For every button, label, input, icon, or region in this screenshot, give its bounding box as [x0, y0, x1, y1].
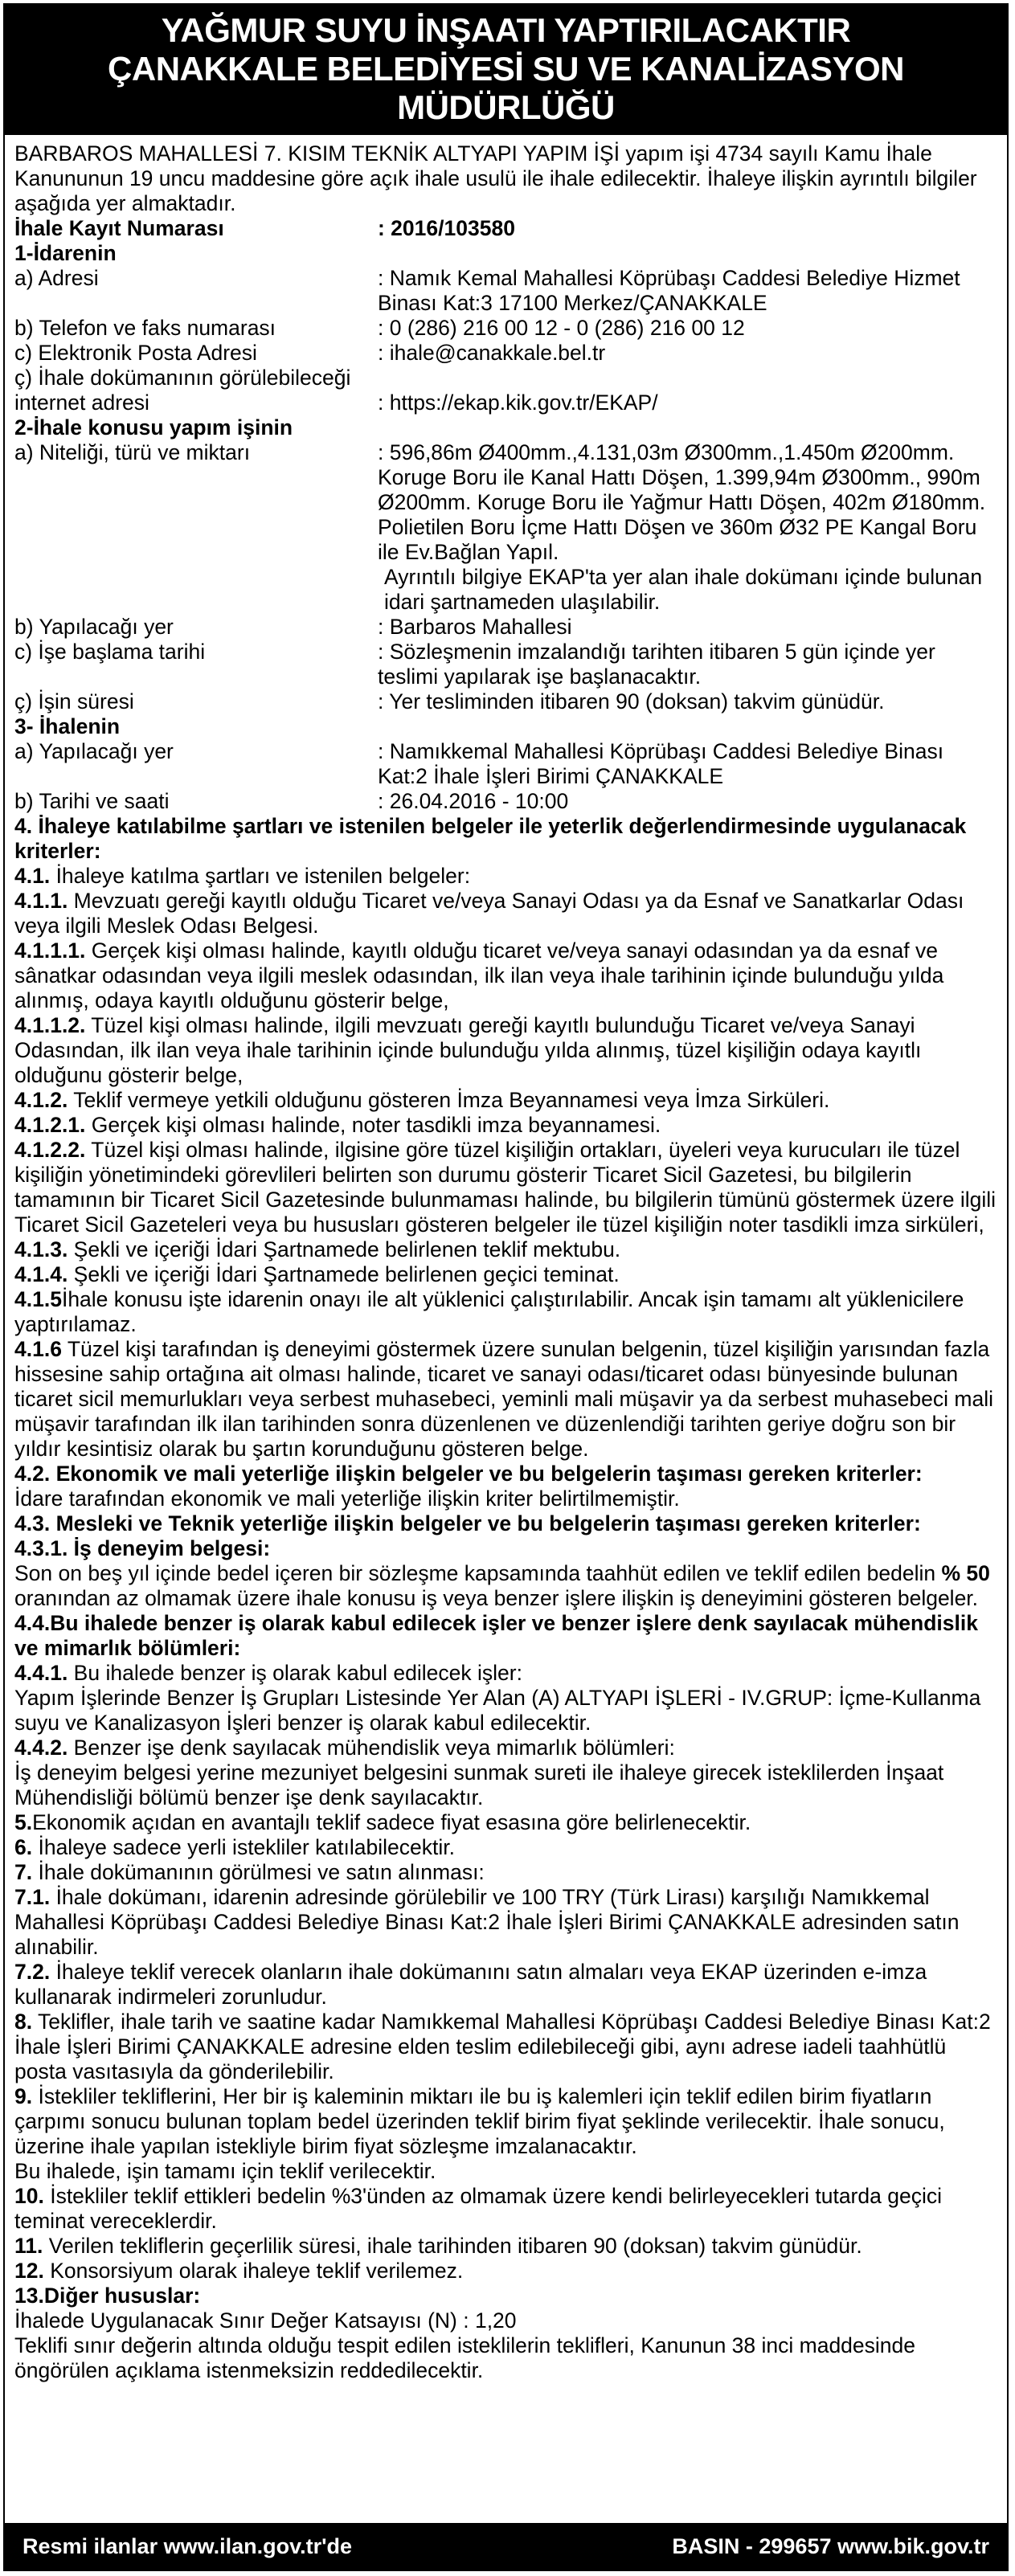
baslama-value: : Sözleşmenin imzalandığı tarihten itibaren 5 gün içinde yer teslimi yapılarak işe başlanacaktır. [378, 640, 935, 689]
announcement-body [5, 135, 1007, 2383]
para-4-1-2-1: 4.1.2.1. Gerçek kişi olması halinde, noter tasdikli imza beyannamesi. [14, 1113, 661, 1137]
footer-ilan-link: Resmi ilanlar www.ilan.gov.tr'de [23, 2533, 353, 2558]
idare-dokuman-row [14, 366, 997, 415]
para-4-4-1-text: Yapım İşlerinde Benzer İş Grupları Listesinde Yer Alan (A) ALTYAPI İŞLERİ - IV.GRUP: İçme-Kullanma suyu ve Kanalizasyon İşleri benzer iş olarak kabul edilecektir. [14, 1686, 981, 1735]
sure-label: ç) İşin süresi [14, 689, 134, 714]
nitelik-value [378, 440, 997, 615]
konu-yer-row [14, 615, 997, 640]
nitelik-text: : 596,86m Ø400mm.,4.131,03m Ø300mm.,1.450m Ø200mm. Koruge Boru ile Kanal Hattı Döşen, 1.399,94m Ø300mm., 990m Ø200mm. Koruge Boru ile Yağmur Hattı Döşen, 402m Ø180mm. Polietilen Boru İçme Hattı Döşen ve 360m Ø32 PE Kangal Boru ile Ev.Bağlan Yapıl. [378, 440, 986, 564]
para-4-1-1-2: 4.1.1.2. Tüzel kişi olması halinde, ilgili mevzuatı gereği kayıtlı bulunduğu Ticaret ve/veya Sanayi Odasından, ilk ilan veya ihale tarihinin içinde bulunduğu yılda alınmış, tüzel kişiliğin odaya kayıtlı olduğunu gösterir belge, [14, 1013, 922, 1087]
ihale-tarih-value: : 26.04.2016 - 10:00 [378, 789, 569, 813]
sure-value: : Yer tesliminden itibaren 90 (doksan) takvim günüdür. [378, 689, 885, 714]
idare-heading: 1-İdarenin [14, 241, 117, 265]
para-13-a: İhalede Uygulanacak Sınır Değer Katsayısı (N) : 1,20 [14, 2308, 517, 2333]
konu-nitelik-row [14, 440, 997, 615]
para-4-3-1: Son on beş yıl içinde bedel içeren bir sözleşme kapsamında taahhüt edilen ve teklif edilen bedelin % 50 oranından az olmamak üzere ihale konusu iş veya benzer işlere ilişkin iş deneyimini gösteren belgeler. [14, 1561, 990, 1610]
para-7-1: 7.1. İhale dokümanı, idarenin adresinde görülebilir ve 100 TRY (Türk Lirası) karşılığı Namıkkemal Mahallesi Köprübaşı Caddesi Belediye Binası Kat:2 İhale İşleri Birimi ÇANAKKALE adresinden satın alınabilir. [14, 1885, 960, 1959]
para-4-1-6: 4.1.6 Tüzel kişi tarafından iş deneyimi göstermek üzere sunulan belgenin, tüzel kişiliğin yarısından fazla hissesine sahip ortağına ait olması halinde, ticaret ve sanayi odası/ticaret odası bünyesinde bulunan ticaret sicil memurlukları veya serbest muhasebeci, yeminli mali müşavir ya da serbest muhasebeci mali müşavir tarafından ilk ilan tarihinden sonra düzenlenen ve düzenlendiği tarihten geriye doğru son bir yıldır kesintisiz olarak bu şartın korunduğunu gösteren belge. [14, 1337, 993, 1461]
para-4-1-1: 4.1.1. Mevzuatı gereği kayıtlı olduğu Ticaret ve/veya Sanayi Odası ya da Esnaf ve Sanatkarlar Odası veya ilgili Meslek Odası Belgesi. [14, 889, 964, 938]
para-4-1: 4.1. İhaleye katılma şartları ve istenilen belgeler: [14, 864, 471, 888]
ihale-yer-row [14, 739, 997, 789]
kayit-row [14, 216, 997, 241]
konu-sure-row [14, 689, 997, 714]
ihale-yer-label: a) Yapılacağı yer [14, 739, 174, 763]
idare-tel-row [14, 316, 997, 341]
section-4-heading: 4. İhaleye katılabilme şartları ve istenilen belgeler ile yeterlik değerlendirmesinde uygulanacak kriterler: [14, 814, 967, 863]
ihale-yer-value: : Namıkkemal Mahallesi Köprübaşı Caddesi Belediye Binası Kat:2 İhale İşleri Birimi ÇANAKKALE [378, 739, 944, 788]
para-4-3-heading: 4.3. Mesleki ve Teknik yeterliğe ilişkin belgeler ve bu belgelerin taşıması gereken kriterler: [14, 1511, 921, 1535]
para-4-2: İdare tarafından ekonomik ve mali yeterliğe ilişkin kriter belirtilmemiştir. [14, 1486, 680, 1511]
para-9-b: Bu ihalede, işin tamamı için teklif verilecektir. [14, 2159, 436, 2183]
ihale-tarih-row [14, 789, 997, 814]
eposta-label: c) Elektronik Posta Adresi [14, 341, 257, 365]
baslama-label: c) İşe başlama tarihi [14, 640, 206, 664]
kayit-value: : 2016/103580 [378, 216, 515, 240]
adres-label: a) Adresi [14, 266, 99, 290]
dokuman-url: : https://ekap.kik.gov.tr/EKAP/ [378, 390, 658, 415]
para-4-1-2-2: 4.1.2.2. Tüzel kişi olması halinde, ilgisine göre tüzel kişiliğin ortakları, üyeleri veya kurucuları ile tüzel kişiliğin yönetimindeki görevlileri belirten son durumu gösterir Ticaret Sicil Gazetesi, bu bilgilerin tamamının bir Ticaret Sicil Gazetesinde bulunmaması halinde, bu bilgilerin tümünü göstermek üzere ilgili Ticaret Sicil Gazeteleri veya bu hususları gösteren belgeler ile tüzel kişiliğin noter tasdikli imza sirküleri, [14, 1138, 997, 1237]
para-6: 6. İhaleye sadece yerli istekliler katılabilecektir. [14, 1835, 455, 1859]
para-7-2: 7.2. İhaleye teklif verecek olanların ihale dokümanını satın almaları veya EKAP üzerinden e-imza kullanarak indirmeleri zorunludur. [14, 1960, 927, 2009]
para-13-heading: 13.Diğer hususlar: [14, 2284, 201, 2308]
para-4-4-1: 4.4.1. Bu ihalede benzer iş olarak kabul edilecek işler: [14, 1661, 522, 1685]
para-8: 8. Teklifler, ihale tarih ve saatine kadar Namıkkemal Mahallesi Köprübaşı Caddesi Belediye Binası Kat:2 İhale İşleri Birimi ÇANAKKALE adresine elden teslim edilebileceği gibi, aynı adrese iadeli taahhütlü posta vasıtasıyla da gönderilebilir. [14, 2010, 991, 2083]
idare-eposta-row [14, 341, 997, 366]
eposta-value: : ihale@canakkale.bel.tr [378, 341, 606, 365]
nitelik-note: Ayrıntılı bilgiye EKAP'ta yer alan ihale dokümanı içinde bulunan idari şartnameden ulaşılabilir. [384, 565, 983, 614]
para-10: 10. İstekliler teklif ettikleri bedelin %3'ünden az olmamak üzere kendi belirleyecekleri tutarda geçici teminat vereceklerdir. [14, 2184, 942, 2233]
ihale-tarih-label: b) Tarihi ve saati [14, 789, 170, 813]
tel-label: b) Telefon ve faks numarası [14, 316, 276, 340]
para-12: 12. Konsorsiyum olarak ihaleye teklif verilemez. [14, 2259, 464, 2283]
adres-value: : Namık Kemal Mahallesi Köprübaşı Caddesi Belediye Hizmet Binası Kat:3 17100 Merkez/ÇANAKKALE [378, 266, 960, 315]
para-4-2-heading: 4.2. Ekonomik ve mali yeterliğe ilişkin belgeler ve bu belgelerin taşıması gereken kriterler: [14, 1462, 923, 1486]
institution-title: ÇANAKKALE BELEDİYESİ SU VE KANALİZASYON MÜDÜRLÜĞÜ [108, 50, 904, 126]
konu-heading: 2-İhale konusu yapım işinin [14, 415, 293, 440]
para-4-4-2-text: İş deneyim belgesi yerine mezuniyet belgesini sunmak sureti ile ihaleye girecek isteklilerden İnşaat Mühendisliği bölümü benzer işe denk sayılacaktır. [14, 1760, 944, 1809]
dokuman-value [378, 366, 997, 415]
para-13-b: Teklifi sınır değerin altında olduğu tespit edilen isteklilerin teklifleri, Kanunun 38 inci maddesinde öngörülen açıklama istenmeksizin reddedilecektir. [14, 2333, 916, 2382]
para-7: 7. İhale dokümanının görülmesi ve satın alınması: [14, 1860, 485, 1884]
konu-yer-value: : Barbaros Mahallesi [378, 615, 572, 639]
konu-yer-label: b) Yapılacağı yer [14, 615, 174, 639]
kayit-label: İhale Kayıt Numarası [14, 216, 224, 240]
announcement-title: YAĞMUR SUYU İNŞAATI YAPTIRILACAKTIR [161, 11, 851, 49]
para-9: 9. İstekliler tekliflerini, Her bir iş kaleminin miktarı ile bu iş kalemleri için teklif edilen birim fiyatların çarpımı sonucu bulunan toplam bedel üzerinden teklif birim fiyat şeklinde verilecektir. İhale sonucu, üzerine ihale yapılan istekliyle birim fiyat sözleşme imzalanacaktır. [14, 2084, 945, 2158]
para-4-4-heading: 4.4.Bu ihalede benzer iş olarak kabul edilecek işler ve benzer işlere denk sayılacak mühendislik ve mimarlık bölümleri: [14, 1611, 978, 1660]
dokuman-label-line2: internet adresi [14, 390, 149, 415]
announcement-header [5, 5, 1007, 135]
tel-value: : 0 (286) 216 00 12 - 0 (286) 216 00 12 [378, 316, 745, 340]
para-4-3-1-heading: 4.3.1. İş deneyim belgesi: [14, 1536, 271, 1560]
para-4-1-4: 4.1.4. Şekli ve içeriği İdari Şartnamede belirlenen geçici teminat. [14, 1262, 620, 1286]
konu-baslama-row [14, 640, 997, 689]
para-4-4-2: 4.4.2. Benzer işe denk sayılacak mühendislik veya mimarlık bölümleri: [14, 1736, 675, 1760]
para-4-1-1-1: 4.1.1.1. Gerçek kişi olması halinde, kayıtlı olduğu ticaret ve/veya sanayi odasından ya da esnaf ve sânatkar odasından veya ilgili meslek odasından, ilk ilan veya ihale tarihinin içinde bulunduğu yılda alınmış, odaya kayıtlı olduğunu gösterir belge, [14, 938, 944, 1012]
para-4-1-3: 4.1.3. Şekli ve içeriği İdari Şartnamede belirlenen teklif mektubu. [14, 1237, 621, 1261]
announcement-frame [3, 3, 1009, 2571]
para-5: 5.Ekonomik açıdan en avantajlı teklif sadece fiyat esasına göre belirlenecektir. [14, 1810, 751, 1834]
para-11: 11. Verilen tekliflerin geçerlilik süresi, ihale tarihinden itibaren 90 (doksan) takvim günüdür. [14, 2234, 862, 2258]
idare-adres-row [14, 266, 997, 316]
announcement-footer [5, 2523, 1007, 2570]
intro-paragraph: BARBAROS MAHALLESİ 7. KISIM TEKNİK ALTYAPI YAPIM İŞİ yapım işi 4734 sayılı Kamu İhale Kanununun 19 uncu maddesine göre açık ihale usulü ile ihale edilecektir. İhaleye ilişkin ayrıntılı bilgiler aşağıda yer almaktadır. [14, 141, 977, 215]
nitelik-label: a) Niteliği, türü ve miktarı [14, 440, 251, 464]
para-4-1-2: 4.1.2. Teklif vermeye yetkili olduğunu gösteren İmza Beyannamesi veya İmza Sirküleri. [14, 1088, 830, 1112]
ihale-heading: 3- İhalenin [14, 714, 121, 738]
footer-basin-ref: BASIN - 299657 www.bik.gov.tr [672, 2533, 989, 2558]
para-4-1-5: 4.1.5İhale konusu işte idarenin onayı ile alt yüklenici çalıştırılabilir. Ancak işin tamamı alt yüklenicilere yaptırılamaz. [14, 1287, 964, 1336]
dokuman-label-line1: ç) İhale dokümanının görülebileceği [14, 366, 351, 390]
dokuman-label [14, 366, 378, 415]
